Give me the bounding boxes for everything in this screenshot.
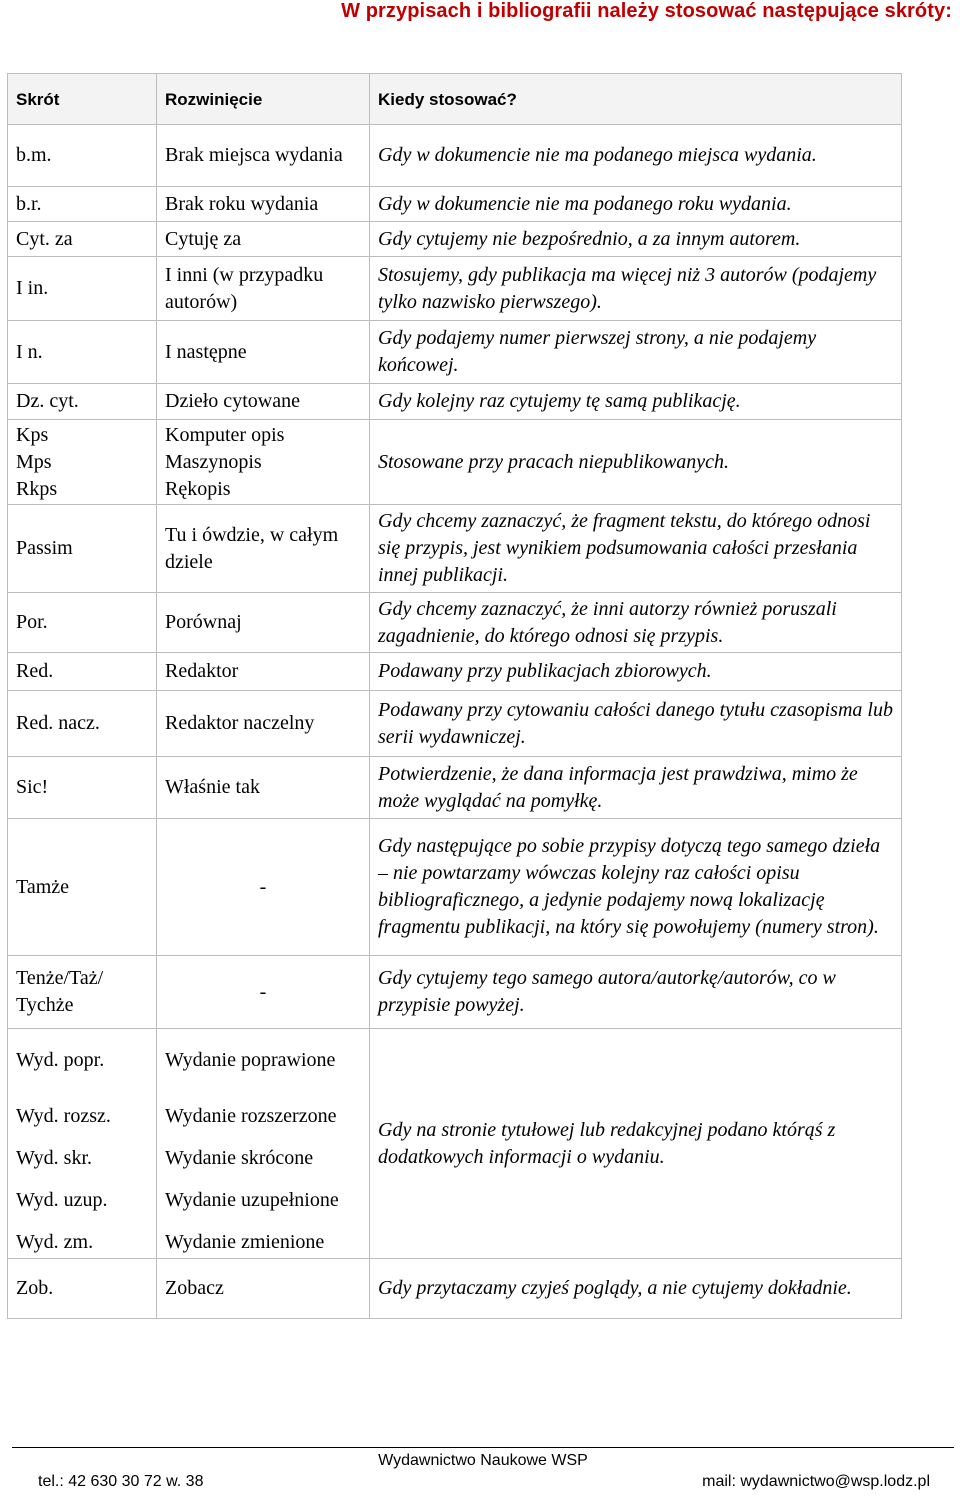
abbr-line: Wyd. skr. bbox=[16, 1146, 93, 1169]
cell-expansion: Dzieło cytowane bbox=[157, 384, 370, 420]
abbr-line: Wyd. uzup. bbox=[16, 1188, 108, 1211]
table-row bbox=[8, 257, 902, 321]
table-row bbox=[8, 956, 902, 1029]
abbr-line: Kps bbox=[16, 423, 49, 446]
table-row bbox=[8, 1259, 902, 1319]
cell-expansion: Redaktor naczelny bbox=[157, 691, 370, 757]
table-row bbox=[8, 420, 902, 505]
abbr-line: Wyd. zm. bbox=[16, 1230, 94, 1253]
expansion-line: Wydanie zmienione bbox=[165, 1230, 325, 1253]
header-expansion: Rozwinięcie bbox=[157, 74, 370, 125]
cell-abbr: Dz. cyt. bbox=[8, 384, 157, 420]
cell-abbr: Tamże bbox=[8, 819, 157, 956]
cell-when: Gdy na stronie tytułowej lub redakcyjnej podano którąś z dodatkowych informacji o wydaniu. bbox=[370, 1029, 902, 1259]
cell-expansion: - bbox=[157, 956, 370, 1029]
cell-expansion: I następne bbox=[157, 321, 370, 384]
expansion-line: Komputer opis bbox=[165, 423, 285, 446]
table-row bbox=[8, 321, 902, 384]
table-row bbox=[8, 125, 902, 187]
table-row bbox=[8, 384, 902, 420]
abbreviations-table bbox=[7, 73, 902, 1319]
cell-expansion: Brak miejsca wydania bbox=[157, 125, 370, 187]
cell-expansion: Tu i ówdzie, w całym dziele bbox=[157, 505, 370, 593]
cell-expansion: Redaktor bbox=[157, 653, 370, 691]
cell-expansion: Porównaj bbox=[157, 593, 370, 653]
footer-mail: mail: wydawnictwo@wsp.lodz.pl bbox=[702, 1473, 930, 1490]
abbr-line: Wyd. rozsz. bbox=[16, 1104, 111, 1127]
table-row bbox=[8, 222, 902, 257]
abbr-line: Mps bbox=[16, 450, 52, 473]
table-row bbox=[8, 1029, 902, 1259]
cell-when: Gdy przytaczamy czyjeś poglądy, a nie cytujemy dokładnie. bbox=[370, 1259, 902, 1319]
expansion-line: Wydanie uzupełnione bbox=[165, 1188, 339, 1211]
cell-expansion: Cytuję za bbox=[157, 222, 370, 257]
cell-abbr bbox=[8, 420, 157, 505]
cell-expansion: Zobacz bbox=[157, 1259, 370, 1319]
cell-expansion: Właśnie tak bbox=[157, 757, 370, 819]
expansion-line: Wydanie rozszerzone bbox=[165, 1104, 337, 1127]
table-row bbox=[8, 757, 902, 819]
cell-when: Gdy cytujemy nie bezpośrednio, a za innym autorem. bbox=[370, 222, 902, 257]
header-when: Kiedy stosować? bbox=[370, 74, 902, 125]
cell-abbr: Tenże/Taż/ Tychże bbox=[8, 956, 157, 1029]
expansion-line: Wydanie skrócone bbox=[165, 1146, 314, 1169]
cell-abbr: Cyt. za bbox=[8, 222, 157, 257]
cell-abbr bbox=[8, 1029, 157, 1259]
table-row bbox=[8, 691, 902, 757]
cell-when: Gdy chcemy zaznaczyć, że fragment tekstu, do którego odnosi się przypis, jest wynikiem podsumowania całości przesłania innej publikacji. bbox=[370, 505, 902, 593]
abbr-line: Rkps bbox=[16, 477, 58, 500]
cell-when: Gdy następujące po sobie przypisy dotyczą tego samego dzieła – nie powtarzamy wówczas kolejny raz całości opisu bibliograficznego, a jedynie podajemy nową lokalizację fragmentu publikacji, na który się powołujemy (numery stron). bbox=[370, 819, 902, 956]
cell-abbr: I n. bbox=[8, 321, 157, 384]
cell-abbr: Red. bbox=[8, 653, 157, 691]
table-row bbox=[8, 187, 902, 222]
cell-expansion: Brak roku wydania bbox=[157, 187, 370, 222]
cell-abbr: Por. bbox=[8, 593, 157, 653]
cell-when: Podawany przy cytowaniu całości danego tytułu czasopisma lub serii wydawniczej. bbox=[370, 691, 902, 757]
cell-when: Gdy cytujemy tego samego autora/autorkę/autorów, co w przypisie powyżej. bbox=[370, 956, 902, 1029]
cell-when: Gdy chcemy zaznaczyć, że inni autorzy również poruszali zagadnienie, do którego odnosi się przypis. bbox=[370, 593, 902, 653]
cell-abbr: b.m. bbox=[8, 125, 157, 187]
table-row bbox=[8, 819, 902, 956]
cell-abbr: Sic! bbox=[8, 757, 157, 819]
cell-expansion bbox=[157, 1029, 370, 1259]
cell-when: Stosujemy, gdy publikacja ma więcej niż 3 autorów (podajemy tylko nazwisko pierwszego). bbox=[370, 257, 902, 321]
footer-phone: tel.: 42 630 30 72 w. 38 bbox=[38, 1473, 204, 1490]
cell-when: Potwierdzenie, że dana informacja jest prawdziwa, mimo że może wyglądać na pomyłkę. bbox=[370, 757, 902, 819]
expansion-line: Rękopis bbox=[165, 477, 231, 500]
cell-when: Gdy w dokumencie nie ma podanego roku wydania. bbox=[370, 187, 902, 222]
page-title: W przypisach i bibliografii należy stosować następujące skróty: bbox=[341, 0, 952, 22]
table-row bbox=[8, 653, 902, 691]
cell-abbr: I in. bbox=[8, 257, 157, 321]
abbr-line: Wyd. popr. bbox=[16, 1048, 105, 1071]
cell-abbr: Zob. bbox=[8, 1259, 157, 1319]
table-header-row bbox=[8, 74, 902, 125]
cell-expansion: - bbox=[157, 819, 370, 956]
cell-abbr: Red. nacz. bbox=[8, 691, 157, 757]
footer-divider bbox=[12, 1447, 954, 1448]
table-row bbox=[8, 593, 902, 653]
cell-abbr: b.r. bbox=[8, 187, 157, 222]
cell-when: Gdy w dokumencie nie ma podanego miejsca wydania. bbox=[370, 125, 902, 187]
cell-abbr: Passim bbox=[8, 505, 157, 593]
cell-expansion: I inni (w przypadku autorów) bbox=[157, 257, 370, 321]
footer-publisher: Wydawnictwo Naukowe WSP bbox=[378, 1452, 588, 1469]
cell-when: Gdy kolejny raz cytujemy tę samą publikację. bbox=[370, 384, 902, 420]
cell-when: Podawany przy publikacjach zbiorowych. bbox=[370, 653, 902, 691]
expansion-line: Wydanie poprawione bbox=[165, 1048, 336, 1071]
cell-when: Gdy podajemy numer pierwszej strony, a nie podajemy końcowej. bbox=[370, 321, 902, 384]
expansion-line: Maszynopis bbox=[165, 450, 262, 473]
cell-when: Stosowane przy pracach niepublikowanych. bbox=[370, 420, 902, 505]
header-abbr: Skrót bbox=[8, 74, 157, 125]
table-row bbox=[8, 505, 902, 593]
cell-expansion bbox=[157, 420, 370, 505]
